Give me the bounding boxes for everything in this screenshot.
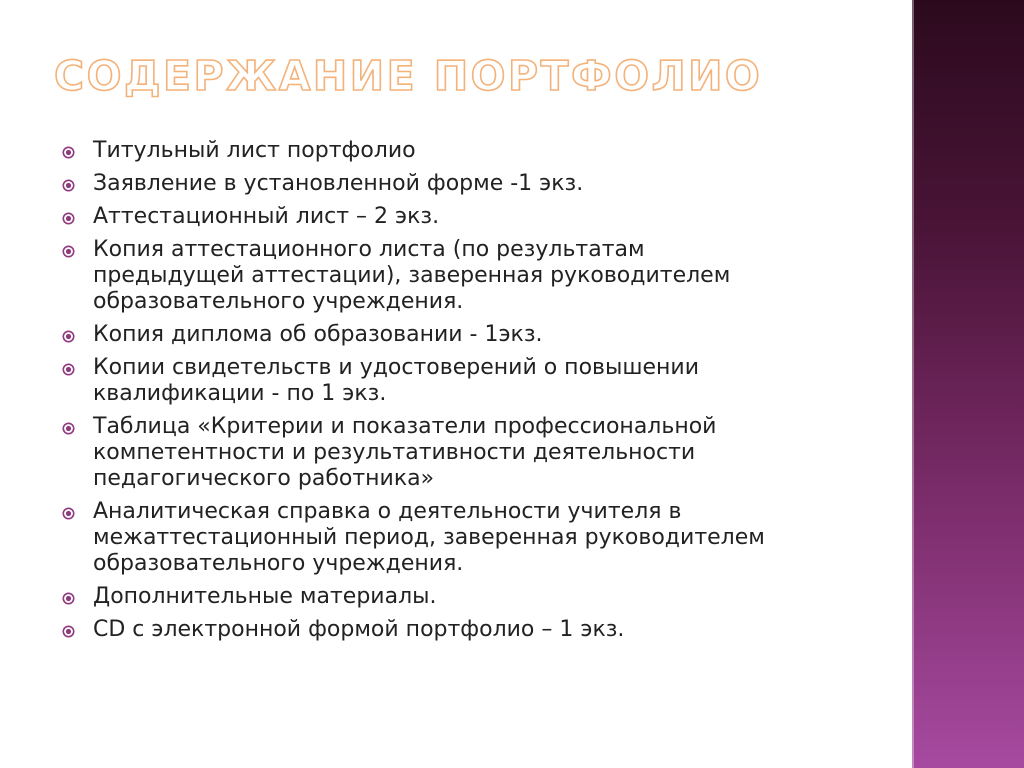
circle-bullet-icon <box>62 625 75 638</box>
list-item <box>62 617 882 643</box>
list-item-text: Таблица «Критерии и показатели профессиональной компетентности и результативности деятельности педагогического работника» <box>93 414 717 491</box>
list-item-text: Дополнительные материалы. <box>93 584 437 609</box>
list-item <box>62 414 882 492</box>
list-item-text: Копия аттестационного листа (по результатам предыдущей аттестации), заверенная руководителем образовательного учреждения. <box>93 237 731 314</box>
list-item-text: CD с электронной формой портфолио – 1 экз. <box>93 617 625 642</box>
content-list <box>62 138 882 650</box>
list-item <box>62 499 882 577</box>
circle-bullet-icon <box>62 146 75 159</box>
list-item <box>62 138 882 164</box>
circle-bullet-icon <box>62 363 75 376</box>
list-item <box>62 237 882 315</box>
list-item <box>62 171 882 197</box>
circle-bullet-icon <box>62 212 75 225</box>
list-item <box>62 355 882 407</box>
decorative-side-band <box>912 0 1024 768</box>
list-item-text: Аттестационный лист – 2 экз. <box>93 204 440 229</box>
circle-bullet-icon <box>62 507 75 520</box>
circle-bullet-icon <box>62 592 75 605</box>
slide-title: СОДЕРЖАНИЕ ПОРТФОЛИО <box>54 52 763 100</box>
list-item-text: Аналитическая справка о деятельности учителя в межаттестационный период, заверенная руководителем образовательного учреждения. <box>93 499 765 576</box>
circle-bullet-icon <box>62 330 75 343</box>
circle-bullet-icon <box>62 245 75 258</box>
list-item-text: Титульный лист портфолио <box>93 138 416 163</box>
list-item-text: Заявление в установленной форме -1 экз. <box>93 171 584 196</box>
circle-bullet-icon <box>62 179 75 192</box>
list-item <box>62 584 882 610</box>
list-item <box>62 204 882 230</box>
list-item-text: Копии свидетельств и удостоверений о повышении квалификации - по 1 экз. <box>93 355 700 406</box>
list-item-text: Копия диплома об образовании - 1экз. <box>93 322 543 347</box>
circle-bullet-icon <box>62 422 75 435</box>
list-item <box>62 322 882 348</box>
